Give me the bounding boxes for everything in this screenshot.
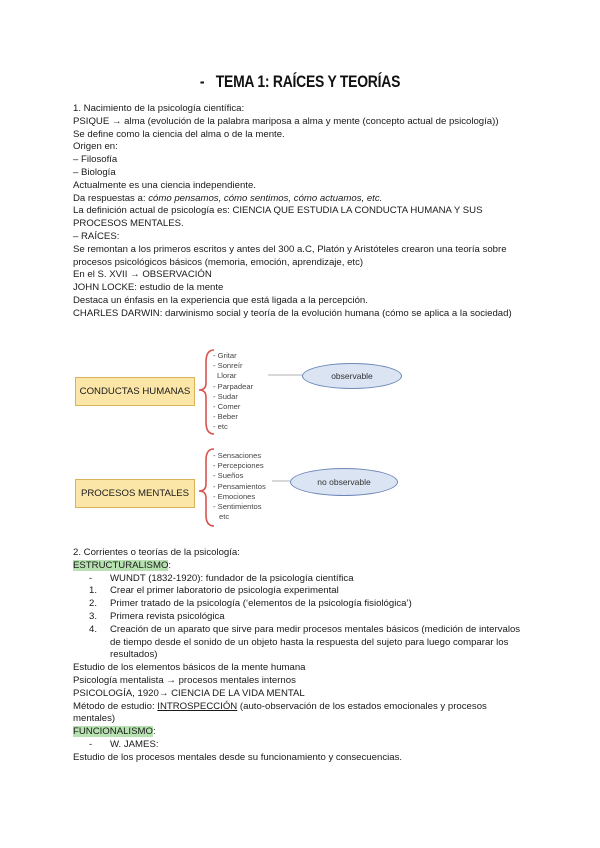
brace-conductas [199,350,214,434]
s1-heading: 1. Nacimiento de la psicología científica: [73,103,245,114]
list-item [73,598,533,611]
s2-heading: 2. Corrientes o teorías de la psicología: [73,547,240,558]
section-2 [73,547,533,765]
s1-filosofia: – Filosofía [73,154,118,166]
item-text: Crear el primer laboratorio de psicología experimental [110,585,339,597]
estructuralismo-highlight: ESTRUCTURALISMO [73,559,169,571]
s2-metodo [73,701,528,727]
s1-remontan: Se remontan a los primeros escritos y antes del 300 a.C, Platón y Aristóteles crearon una teoría sobre procesos psicológicos básicos (memoria, emoción, aprendizaje, etc) [73,243,507,268]
procesos-list [213,451,266,522]
s1-psique-b: Se define como la ciencia del alma o de la mente. [73,128,285,140]
item-number: 1. [89,585,98,597]
s2-funciones: Estudio de los procesos mentales desde su funcionamiento y consecuencias. [73,751,403,763]
page-title [54,72,546,92]
list-item-james [73,739,533,752]
conducta-item: - etc [213,422,228,432]
list-item [73,585,533,598]
item-number: 3. [89,610,98,622]
s1-psique-a: PSIQUE → alma (evolución de la palabra mariposa a alma y mente (concepto actual de psicología)) [73,115,499,127]
s1-resp-a: Da respuestas a: [73,192,149,204]
conducta-item: - Sonreír [213,361,243,371]
metodo-a: Método de estudio: [73,700,158,712]
s1-resp-b: cómo pensamos, cómo sentimos, cómo actuamos, etc. [148,192,383,204]
s1-actual: Actualmente es una ciencia independiente. [73,179,256,191]
estructuralismo-colon: : [168,559,172,571]
conducta-item: - Comer [213,402,241,412]
item-number: 4. [89,623,98,635]
s2-psico1920: PSICOLOGÍA, 1920→ CIENCIA DE LA VIDA MENTAL [73,687,305,699]
wundt-text: WUNDT (1832-1920): fundador de la psicología científica [110,572,354,584]
proceso-item: etc [219,512,230,522]
conducta-item: Llorar [217,371,237,381]
s1-definicion: La definición actual de psicología es: CIENCIA QUE ESTUDIA LA CONDUCTA HUMANA Y SUS PROCESOS MENTALES. [73,205,483,230]
introspeccion-underline: INTROSPECCIÓN [157,700,238,712]
list-item [73,624,533,662]
list-item-wundt [73,573,533,586]
no-observable-ellipse: no observable [290,468,398,496]
proceso-item: - Sensaciones [213,451,262,460]
title-dash: - [199,72,205,91]
s2-estructuralismo [73,560,533,573]
s2-estudio: Estudio de los elementos básicos de la mente humana [73,662,306,674]
proceso-item: - Percepciones [213,461,264,471]
james-list [73,739,533,752]
conductas-humanas-box: CONDUCTAS HUMANAS [75,377,195,406]
conducta-item: - Gritar [213,351,237,360]
proceso-item: - Sentimientos [213,502,262,512]
proceso-item: - Pensamientos [213,481,266,491]
observable-ellipse: observable [302,363,402,389]
s1-respuestas [73,193,533,206]
conducta-item: - Beber [213,412,238,422]
s1-locke: JOHN LOCKE: estudio de la mente [73,282,224,294]
dash-bullet-icon: - [89,738,93,750]
list-item [73,611,533,624]
s1-xvii: En el S. XVII → OBSERVACIÓN [73,269,212,281]
metodo-c: (auto-observación de los estados emocionales y procesos mentales) [73,700,487,725]
funcionalismo-highlight: FUNCIONALISMO [73,726,153,738]
s1-origen: Origen en: [73,141,118,153]
funcionalismo-colon: : [152,726,156,738]
brace-procesos [199,449,214,526]
procesos-mentales-box: PROCESOS MENTALES [75,479,195,508]
s1-raices: – RAÍCES: [73,230,120,242]
wundt-list [73,573,533,663]
item-number: 2. [89,598,98,610]
dash-bullet-icon: - [89,572,93,584]
s2-mentalista: Psicología mentalista → procesos mentales internos [73,674,296,686]
s1-darwin: CHARLES DARWIN: darwinismo social y teoría de la evolución humana (cómo se aplica a la sociedad) [73,307,512,319]
item-text: Creación de un aparato que sirve para medir procesos mentales básicos (medición de intervalos de tiempo desde el sonido de un objeto hasta la respuesta del sujeto para luego comparar los resultados) [110,623,521,661]
s2-funcionalismo [73,726,533,739]
section-1 [73,103,533,321]
conducta-item: - Sudar [213,391,238,401]
item-text: Primera revista psicológica [110,610,225,622]
s1-biologia: – Biología [73,166,116,178]
s1-enfasis: Destaca un énfasis en la experiencia que está ligada a la percepción. [73,294,368,306]
item-text: Primer tratado de la psicología (‘elementos de la psicología fisiológica’) [110,598,412,610]
title-text: TEMA 1: RAÍCES Y TEORÍAS [215,72,401,91]
conductas-list [213,351,253,433]
conducta-item: - Parpadear [213,381,254,391]
james-text: W. JAMES: [110,738,159,750]
proceso-item: - Emociones [213,491,256,501]
proceso-item: - Sueños [213,471,244,481]
